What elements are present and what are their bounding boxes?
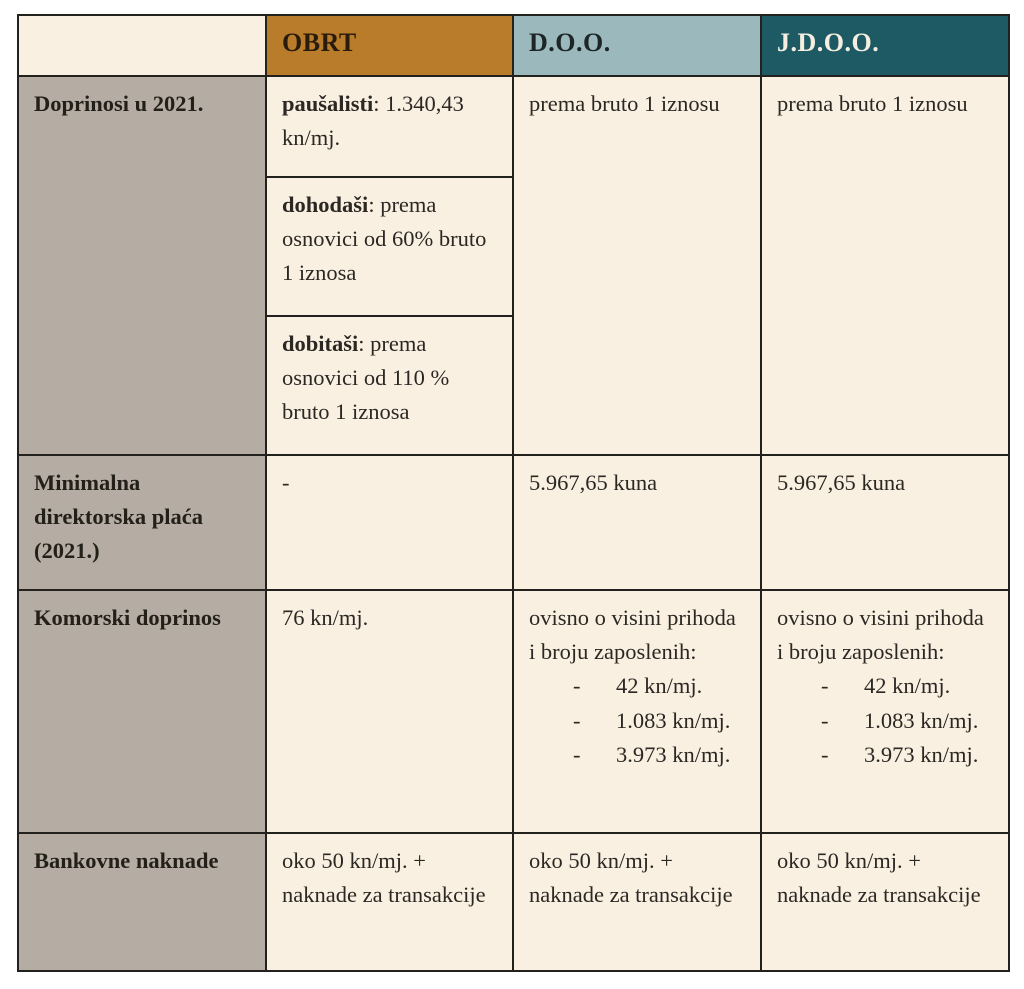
cell-doprinosi-obrt-dobitasi: [266, 316, 513, 455]
row-label-doprinosi: Doprinosi u 2021.: [18, 76, 266, 455]
column-header-jdoo: J.D.O.O.: [761, 15, 1009, 76]
list-item: [529, 669, 744, 703]
row-label-minimalna-placa: Minimalna direktorska plaća (2021.): [18, 455, 266, 590]
cell-komorski-jdoo: [761, 590, 1009, 833]
komorski-intro-jdoo: ovisno o visini prihoda i broju zaposlenih:: [777, 605, 984, 665]
cell-komorski-obrt: 76 kn/mj.: [266, 590, 513, 833]
cell-bankovne-doo: oko 50 kn/mj. + naknade za transakcije: [513, 833, 761, 971]
list-item-value: 3.973 kn/mj.: [864, 741, 979, 767]
business-type-comparison-table: [17, 14, 1010, 972]
row-komorski-doprinos: [18, 590, 1009, 833]
text-dobitasi-value: : prema osnovici od 110 % bruto 1 iznosa: [282, 331, 450, 425]
dash-bullet: -: [573, 741, 581, 767]
column-header-doo: D.O.O.: [513, 15, 761, 76]
list-item-value: 1.083 kn/mj.: [616, 707, 731, 733]
header-empty-cell: [18, 15, 266, 76]
row-label-bankovne-naknade: Bankovne naknade: [18, 833, 266, 971]
list-item-value: 42 kn/mj.: [864, 673, 951, 699]
cell-doprinosi-obrt-dohodasi: [266, 177, 513, 316]
list-item: [777, 738, 992, 772]
list-item-value: 1.083 kn/mj.: [864, 707, 979, 733]
cell-minimalna-doo: 5.967,65 kuna: [513, 455, 761, 590]
dash-bullet: -: [573, 673, 581, 699]
row-label-komorski-doprinos: Komorski doprinos: [18, 590, 266, 833]
term-dohodasi: dohodaši: [282, 192, 369, 217]
text-pausalisti-value: : 1.340,43 kn/mj.: [282, 91, 464, 151]
cell-doprinosi-jdoo: prema bruto 1 iznosu: [761, 76, 1009, 455]
cell-bankovne-jdoo: oko 50 kn/mj. + naknade za transakcije: [761, 833, 1009, 971]
list-item-value: 3.973 kn/mj.: [616, 741, 731, 767]
dash-bullet: -: [573, 707, 581, 733]
cell-minimalna-obrt: -: [266, 455, 513, 590]
row-minimalna-placa: [18, 455, 1009, 590]
cell-komorski-doo: [513, 590, 761, 833]
list-item: [529, 704, 744, 738]
dash-bullet: -: [821, 741, 829, 767]
text-dohodasi-value: : prema osnovici od 60% bruto 1 iznosa: [282, 192, 487, 286]
komorski-intro-doo: ovisno o visini prihoda i broju zaposlenih:: [529, 605, 736, 665]
row-bankovne-naknade: [18, 833, 1009, 971]
term-dobitasi: dobitaši: [282, 331, 359, 356]
cell-doprinosi-obrt-pausalisti: [266, 76, 513, 177]
cell-bankovne-obrt: oko 50 kn/mj. + naknade za transakcije: [266, 833, 513, 971]
list-item: [777, 704, 992, 738]
list-item: [777, 669, 992, 703]
term-pausalisti: paušalisti: [282, 91, 374, 116]
dash-bullet: -: [821, 707, 829, 733]
list-item: [529, 738, 744, 772]
header-row: [18, 15, 1009, 76]
cell-minimalna-jdoo: 5.967,65 kuna: [761, 455, 1009, 590]
list-item-value: 42 kn/mj.: [616, 673, 703, 699]
row-doprinosi: [18, 76, 1009, 177]
dash-bullet: -: [821, 673, 829, 699]
cell-doprinosi-doo: prema bruto 1 iznosu: [513, 76, 761, 455]
column-header-obrt: OBRT: [266, 15, 513, 76]
